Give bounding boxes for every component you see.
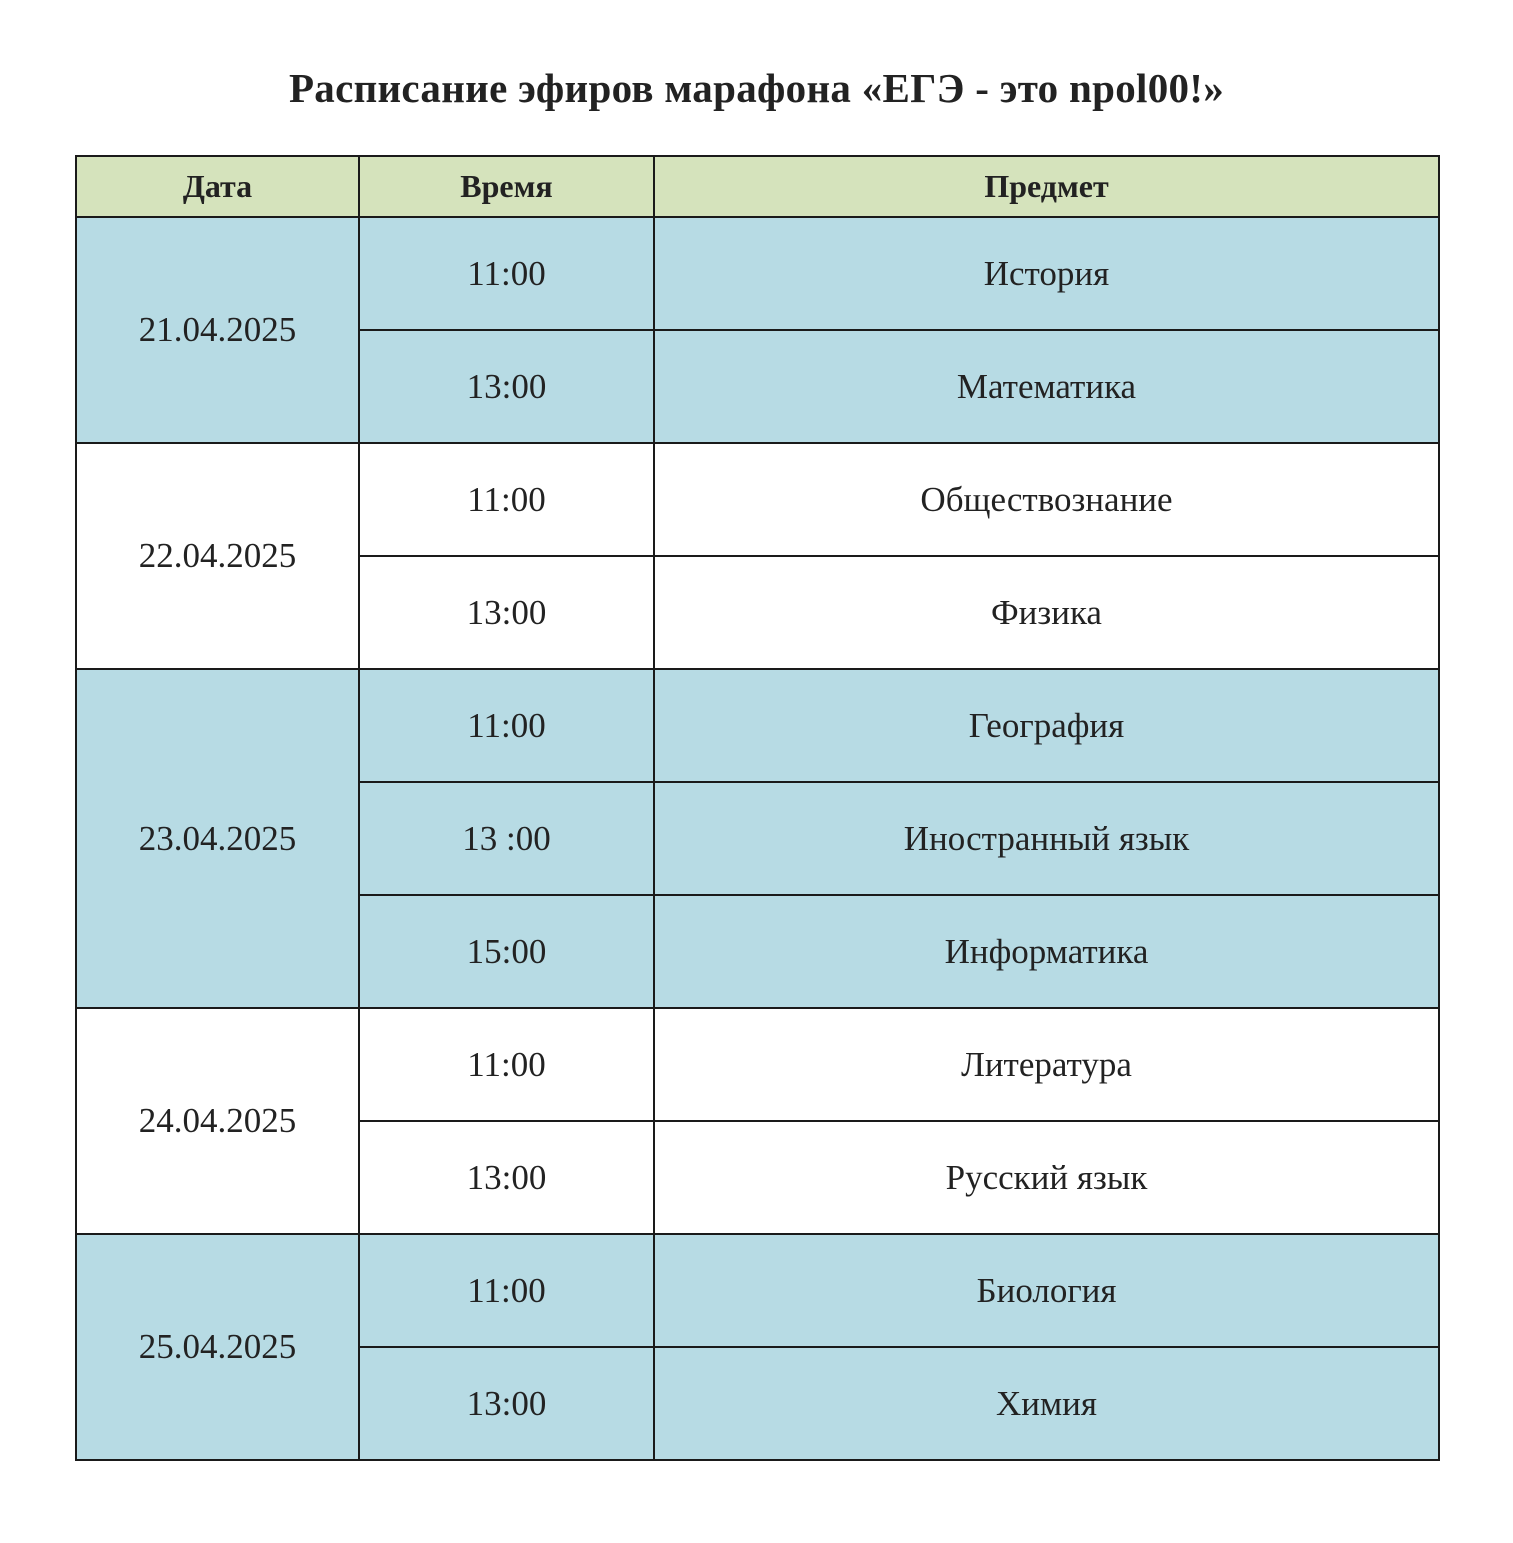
date-cell: 21.04.2025 [76, 217, 359, 443]
date-cell: 25.04.2025 [76, 1234, 359, 1460]
time-cell: 11:00 [359, 669, 654, 782]
table-row [76, 1234, 1439, 1347]
header-subject: Предмет [654, 156, 1439, 217]
subject-cell: Русский язык [654, 1121, 1439, 1234]
subject-cell: Биология [654, 1234, 1439, 1347]
table-row [76, 443, 1439, 556]
header-date: Дата [76, 156, 359, 217]
subject-cell: Литература [654, 1008, 1439, 1121]
table-row [76, 1008, 1439, 1121]
time-cell: 11:00 [359, 217, 654, 330]
header-row [76, 156, 1439, 217]
time-cell: 11:00 [359, 1008, 654, 1121]
subject-cell: История [654, 217, 1439, 330]
subject-cell: Математика [654, 330, 1439, 443]
subject-cell: Иностранный язык [654, 782, 1439, 895]
subject-cell: Информатика [654, 895, 1439, 1008]
time-cell: 13 :00 [359, 782, 654, 895]
page-title: Расписание эфиров марафона «ЕГЭ - это npol00!» [288, 65, 1225, 111]
schedule-table [75, 155, 1440, 1461]
date-cell: 23.04.2025 [76, 669, 359, 1008]
subject-cell: Химия [654, 1347, 1439, 1460]
subject-cell: Физика [654, 556, 1439, 669]
time-cell: 13:00 [359, 330, 654, 443]
time-cell: 15:00 [359, 895, 654, 1008]
date-cell: 24.04.2025 [76, 1008, 359, 1234]
date-cell: 22.04.2025 [76, 443, 359, 669]
subject-cell: География [654, 669, 1439, 782]
subject-cell: Обществознание [654, 443, 1439, 556]
time-cell: 13:00 [359, 1347, 654, 1460]
time-cell: 13:00 [359, 556, 654, 669]
header-time: Время [359, 156, 654, 217]
time-cell: 11:00 [359, 443, 654, 556]
time-cell: 13:00 [359, 1121, 654, 1234]
table-row [76, 669, 1439, 782]
table-row [76, 217, 1439, 330]
time-cell: 11:00 [359, 1234, 654, 1347]
